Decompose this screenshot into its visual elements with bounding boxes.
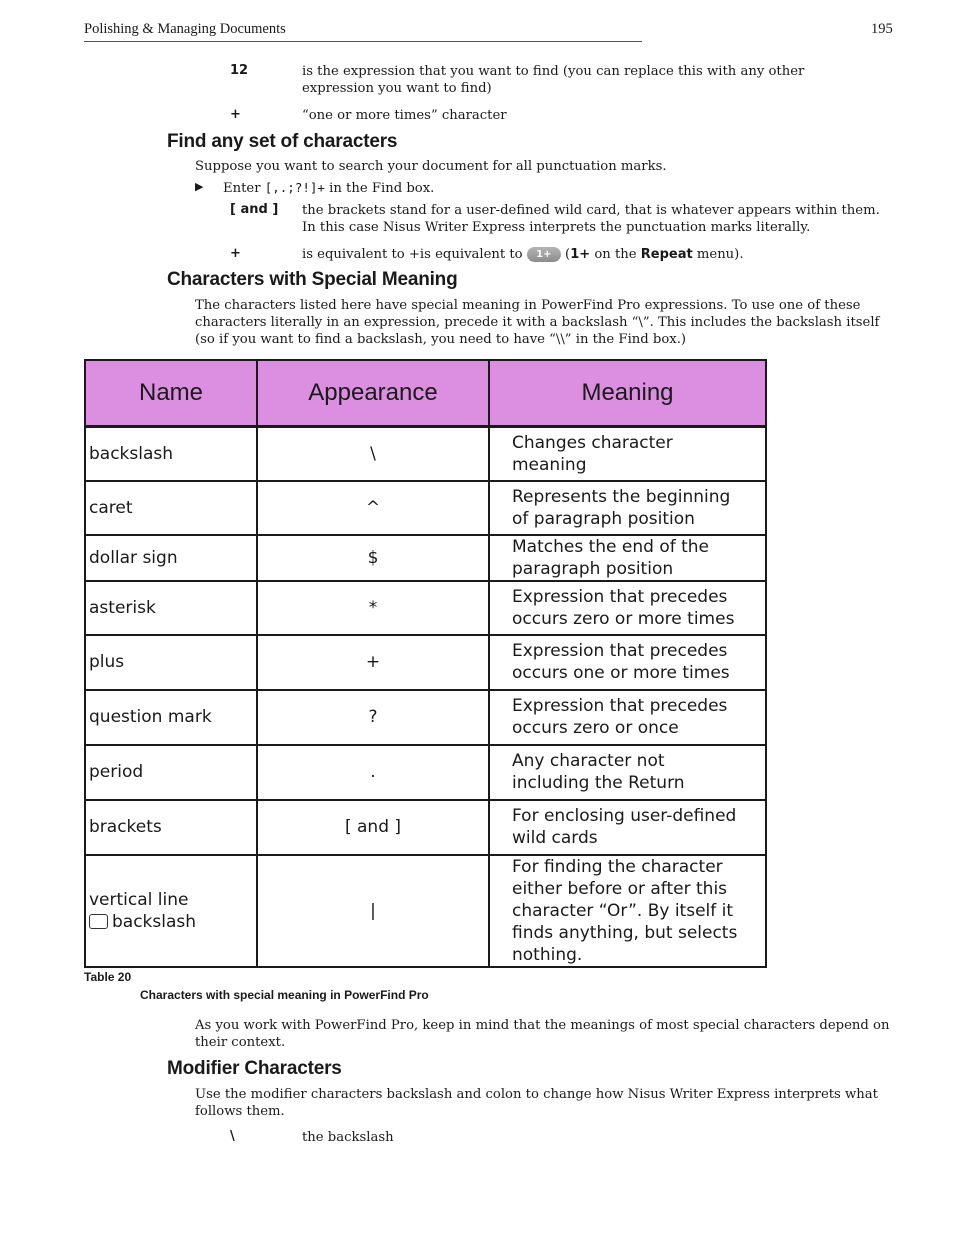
cell-name: dollar sign: [85, 535, 257, 581]
repeat-badge-icon: 1+: [527, 247, 561, 262]
key-icon: [89, 914, 108, 929]
cell-appearance: +: [257, 635, 489, 690]
cell-meaning: Expression that precedes occurs zero or more times: [489, 581, 766, 635]
cell-appearance: .: [257, 745, 489, 800]
table-caption-label: Table 20: [84, 970, 132, 984]
cell-name-line2-text: backslash: [112, 911, 197, 932]
step-post: in the Find box.: [324, 181, 435, 196]
cell-appearance: \: [257, 427, 489, 481]
cell-appearance: |: [257, 855, 489, 967]
cell-meaning: For finding the character either before or after this character “Or”. By itself it finds anything, but selects nothing.: [489, 855, 766, 967]
running-header-title: Polishing & Managing Documents: [84, 21, 286, 37]
cell-appearance: ?: [257, 690, 489, 745]
header-rule: [84, 41, 642, 42]
cell-name: period: [85, 745, 257, 800]
cell-name: [85, 855, 257, 967]
def-desc: “one or more times” character: [302, 108, 507, 123]
section-heading-modifier: Modifier Characters: [167, 1058, 342, 1079]
step-code: [,.;?!]+: [264, 180, 325, 195]
paragraph-context: As you work with PowerFind Pro, keep in mind that the meanings of most special characters depend on their context.: [195, 1018, 890, 1050]
col-header-meaning: Meaning: [489, 360, 766, 427]
cell-appearance: ^: [257, 481, 489, 535]
cell-name: plus: [85, 635, 257, 690]
table-row: [85, 690, 766, 745]
cell-name: caret: [85, 481, 257, 535]
def-desc-plus: [302, 246, 744, 263]
cell-meaning: Expression that precedes occurs one or more times: [489, 635, 766, 690]
table-row: [85, 535, 766, 581]
table-header-row: [85, 360, 766, 427]
cell-appearance: *: [257, 581, 489, 635]
table-row: [85, 745, 766, 800]
col-header-appearance: Appearance: [257, 360, 489, 427]
cell-appearance: [ and ]: [257, 800, 489, 855]
step-text: [223, 179, 434, 197]
table-row: [85, 635, 766, 690]
def-desc: the brackets stand for a user-defined wild card, that is whatever appears within them. In this case Nisus Writer Express interprets the punctuation marks literally.: [302, 203, 880, 235]
def-term: [ and ]: [230, 202, 279, 217]
plus-desc-open: (: [560, 247, 571, 262]
table-row: [85, 481, 766, 535]
plus-bold-repeat: Repeat: [640, 247, 693, 262]
step-bullet-icon: ▶: [195, 180, 204, 193]
cell-name: asterisk: [85, 581, 257, 635]
cell-meaning: Any character not including the Return: [489, 745, 766, 800]
step-pre: Enter: [223, 181, 265, 196]
def-desc: the backslash: [302, 1130, 394, 1145]
plus-desc-mid: on the: [590, 247, 641, 262]
def-term: \: [230, 1129, 235, 1144]
plus-bold-1: 1+: [570, 247, 591, 262]
table-caption-text: Characters with special meaning in PowerFind Pro: [140, 988, 429, 1002]
section-intro: Suppose you want to search your document for all punctuation marks.: [195, 159, 667, 174]
def-term: 12: [230, 63, 249, 78]
cell-meaning: Represents the beginning of paragraph position: [489, 481, 766, 535]
section-heading-special: Characters with Special Meaning: [167, 269, 458, 290]
def-desc: is the expression that you want to find (you can replace this with any other expression you want to find): [302, 64, 805, 96]
cell-appearance: $: [257, 535, 489, 581]
table-row: [85, 581, 766, 635]
cell-name: question mark: [85, 690, 257, 745]
cell-meaning: Matches the end of the paragraph position: [489, 535, 766, 581]
special-characters-table: [84, 359, 767, 968]
cell-meaning: Changes character meaning: [489, 427, 766, 481]
cell-meaning: For enclosing user-defined wild cards: [489, 800, 766, 855]
table-row: [85, 427, 766, 481]
table-row: [85, 800, 766, 855]
page-number: 195: [871, 21, 893, 37]
cell-name-line1: vertical line: [89, 889, 189, 910]
section-heading-find: Find any set of characters: [167, 131, 398, 152]
cell-meaning: Expression that precedes occurs zero or once: [489, 690, 766, 745]
plus-desc-pre: is equivalent to +is equivalent to: [302, 247, 523, 262]
cell-name: brackets: [85, 800, 257, 855]
cell-name-line2: [89, 911, 256, 933]
col-header-name: Name: [85, 360, 257, 427]
def-term: +: [230, 107, 241, 122]
def-term: +: [230, 246, 241, 261]
plus-desc-post: menu).: [692, 247, 744, 262]
table-row: [85, 855, 766, 967]
cell-name: backslash: [85, 427, 257, 481]
section-intro: Use the modifier characters backslash and colon to change how Nisus Writer Express interprets what follows them.: [195, 1087, 878, 1119]
section-intro: The characters listed here have special meaning in PowerFind Pro expressions. To use one of these characters literally in an expression, precede it with a backslash “\”. This includes the backslash itself (so if you want to find a backslash, you need to have “\\” in the Find box.): [195, 298, 880, 347]
